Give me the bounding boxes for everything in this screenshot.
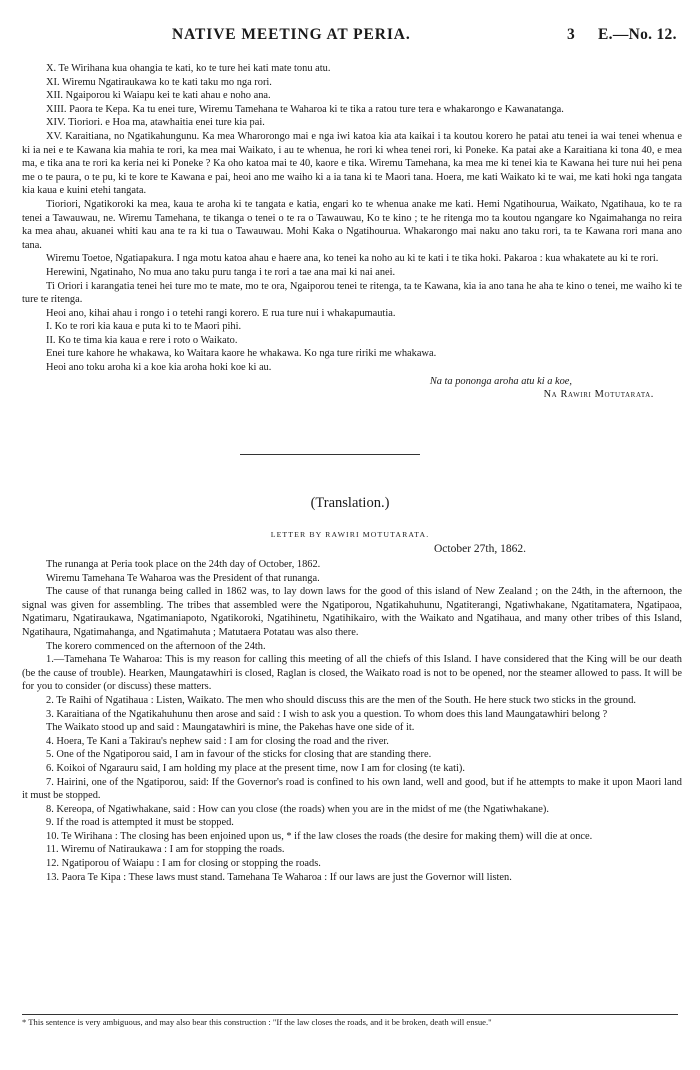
paragraph: 13. Paora Te Kipa : These laws must stand. Tamehana Te Waharoa : If our laws are just the Governor will listen. — [46, 871, 512, 883]
document-reference: E.—No. 12. — [598, 26, 677, 43]
paragraph: 2. Te Raihi of Ngatihaua : Listen, Waikato. The men who should discuss this are the men of the South. He here stuck two sticks in the ground. — [46, 694, 637, 706]
paragraph: Ti Oriori i karangatia tenei hei ture mo te mate, mo te ora, Ngaiporou tenei te ritenga, ta te Kawana, kia ia ano tana he aha te kino o tenei, me waiho ki te ture te ritenga. — [22, 280, 682, 306]
paragraph: 7. Hairini, one of the Ngatiporou, said: If the Governor's road is confined to his own land, well and good, but if he attempts to make it upon Maori land it must be stopped. — [22, 776, 682, 802]
footnote: * This sentence is very ambiguous, and may also bear this construction : "If the law closes the roads, and it be broken, death will ensue." — [22, 1017, 492, 1027]
paragraph: Heoi ano, kihai ahau i rongo i o tetehi rangi korero. E rua ture nui i whakapumautia. — [46, 307, 396, 319]
paragraph: 6. Koikoi of Ngarauru said, I am holding my place at the present time, now I am for closing (te kati). — [46, 762, 465, 774]
paragraph: 9. If the road is attempted it must be stopped. — [46, 817, 234, 829]
translation-paragraphs — [22, 558, 682, 884]
signature-name: Na Rawiri Motutarata. — [543, 389, 654, 401]
paragraph: Enei ture kahore he whakawa, ko Waitara kaore he whakawa. Ko nga ture ririki me whakawa. — [46, 348, 437, 360]
paragraph: The cause of that runanga being called in 1862 was, to lay down laws for the good of this island of New Zealand ; on the 24th, in the afternoon, the signal was given for assembling. The tribes that assembled were the Ngatiporou, Ngatikahuhunu, Ngatiterangi, Ngatiwhakane, Ngatitamatera, Ngatipaoa, Ngatimaru, Ngatiraukawa, Ngatimaniapoto, Ngatikoroki, Ngatihinetu, Ngatihikairo, with the Waikato and Ngatihaua, and many other tribes of this Island, Ngatihaura, Ngatimahanga, and Ngatimahuta ; Matutaera Potatau was also there. — [22, 586, 682, 638]
paragraph: X. Te Wirihana kua ohangia te kati, ko te ture hei kati mate tonu atu. — [46, 63, 331, 74]
letter-heading: LETTER BY RAWIRI MOTUTARATA. — [270, 530, 430, 539]
paragraph: XIV. Tioriori. e Hoa ma, atawhaitia enei ture kia pai. — [46, 117, 265, 129]
paragraph: Wiremu Tamehana Te Waharoa was the President of that runanga. — [46, 572, 320, 584]
paragraph: 4. Hoera, Te Kani a Takirau's nephew said : I am for closing the road and the river. — [46, 735, 389, 747]
paragraph: Wiremu Toetoe, Ngatiapakura. I nga motu katoa ahau e haere ana, ko tenei ka noho au ki te kati i te tika hoki. Pakaroa : kua whakatete au ki te rori. — [46, 253, 659, 265]
running-title: NATIVE MEETING AT PERIA. — [172, 26, 411, 43]
page-header — [0, 26, 700, 46]
paragraph: The Waikato stood up and said : Maungatawhiri is mine, the Pakehas have one side of it. — [46, 722, 415, 734]
signature-block — [22, 375, 682, 402]
paragraph: 12. Ngatiporou of Waiapu : I am for closing or stopping the roads. — [46, 858, 321, 870]
translation-text-block — [22, 558, 682, 884]
paragraph: XIII. Paora te Kepa. Ka tu enei ture, Wiremu Tamehana te Waharoa ki te tika a ratou ture tera e whakarongo e Kawanatanga. — [46, 103, 564, 115]
paragraph: XI. Wiremu Ngatiraukawa ko te kati taku mo nga rori. — [46, 76, 272, 88]
paragraph: The runanga at Peria took place on the 24th day of October, 1862. — [46, 559, 321, 570]
paragraph: 5. One of the Ngatiporou said, I am in favour of the sticks for closing that are standing there. — [46, 749, 432, 761]
paragraph: Heoi ano toku aroha ki a koe kia aroha hoki koe ki au. — [46, 362, 272, 374]
letter-date: October 27th, 1862. — [434, 543, 526, 555]
paragraph: 1.—Tamehana Te Waharoa: This is my reason for calling this meeting of all the chiefs of this Island. I have considered that the King will be our death (be the cause of trouble). Hearken, Maungatawhiri is closed, Raglan is closed, the Waikato road is not to be opened, nor the steamer allowed to pass. It will be for you to consider (or discuss) these matters. — [22, 654, 682, 693]
maori-paragraphs — [22, 62, 682, 375]
paragraph: 8. Kereopa, of Ngatiwhakane, said : How can you close (the roads) when you are in the midst of me (the Ngatiwhakane). — [46, 803, 549, 815]
paragraph: XV. Karaitiana, no Ngatikahungunu. Ka mea Wharorongo mai e nga iwi katoa kia ata kaikai i ta koutou korero he patai atu tenei ia wai tenei whenua e ki ia nei e te Kawana kia mahia te rori, ka mea mai Waikato, i au te whenua, he rori ki whea tenei rori, ki Poneke. Ka patai ake a Karaitiana ki tona 40, e mea ma, e tika ana te rori ka keria nei ki Poneke ? Ka oho katoa mai te 40, kaore e tika. Wiremu Tamehana, ka mea me ki tenei kia te Kawana hei ture nui hei pena me o te paura, o te pu, ki te kore te Kawana e pai, heoi ano me waiho ki a ia tana ki te Maori tana. Hoera, me kati Waikato ki te wai, me kati hoki nga tangata kia kaua e kuini etehi tangata. — [22, 130, 682, 197]
maori-text-block — [22, 62, 682, 402]
translation-title: (Translation.) — [310, 495, 390, 511]
paragraph: I. Ko te rori kia kaua e puta ki to te Maori pihi. — [46, 321, 242, 333]
paragraph: 11. Wiremu of Natiraukawa : I am for stopping the roads. — [46, 844, 285, 856]
paragraph: 3. Karaitiana of the Ngatikahuhunu then arose and said : I wish to ask you a question. To whom does this land Maungatawhiri belong ? — [46, 708, 608, 720]
paragraph: 10. Te Wirihana : The closing has been enjoined upon us, * if the law closes the roads (the desire for making them) will die at once. — [46, 830, 593, 842]
section-divider — [240, 454, 420, 455]
paragraph: The korero commenced on the afternoon of the 24th. — [46, 640, 266, 652]
page-number: 3 — [567, 26, 575, 43]
paragraph: Tioriori, Ngatikoroki ka mea, kaua te aroha ki te tangata e katia, engari ko te whenua anake me kati. Hemi Ngatihourua, Waikato, Ngatihaua, ko te ra tenei a Tawauwau, ne. Wiremu Tamehana, te tikanga o tenei o te ra o Tawauwau, Ko te kino ; te he ritenga mo ta koutou ngangare ko Ngaimahanga no reira ka mea ahau, akuanei whiti kau ana te ra ki tua o Tawauwau. Mohi Kaka o Ngatihourua. Whakarongo mai naku ano taku rori, ta te Kawana rori mana ano tana. — [22, 198, 682, 251]
signature-closing: Na ta pononga aroha atu ki a koe, — [429, 375, 572, 387]
paragraph: XII. Ngaiporou ki Waiapu kei te kati ahau e noho ana. — [46, 90, 271, 102]
footnote-rule — [22, 1014, 678, 1015]
paragraph: Herewini, Ngatinaho, No mua ano taku puru tanga i te rori a tae ana mai ki nai anei. — [46, 266, 396, 278]
paragraph: II. Ko te tima kia kaua e rere i roto o Waikato. — [46, 334, 238, 346]
